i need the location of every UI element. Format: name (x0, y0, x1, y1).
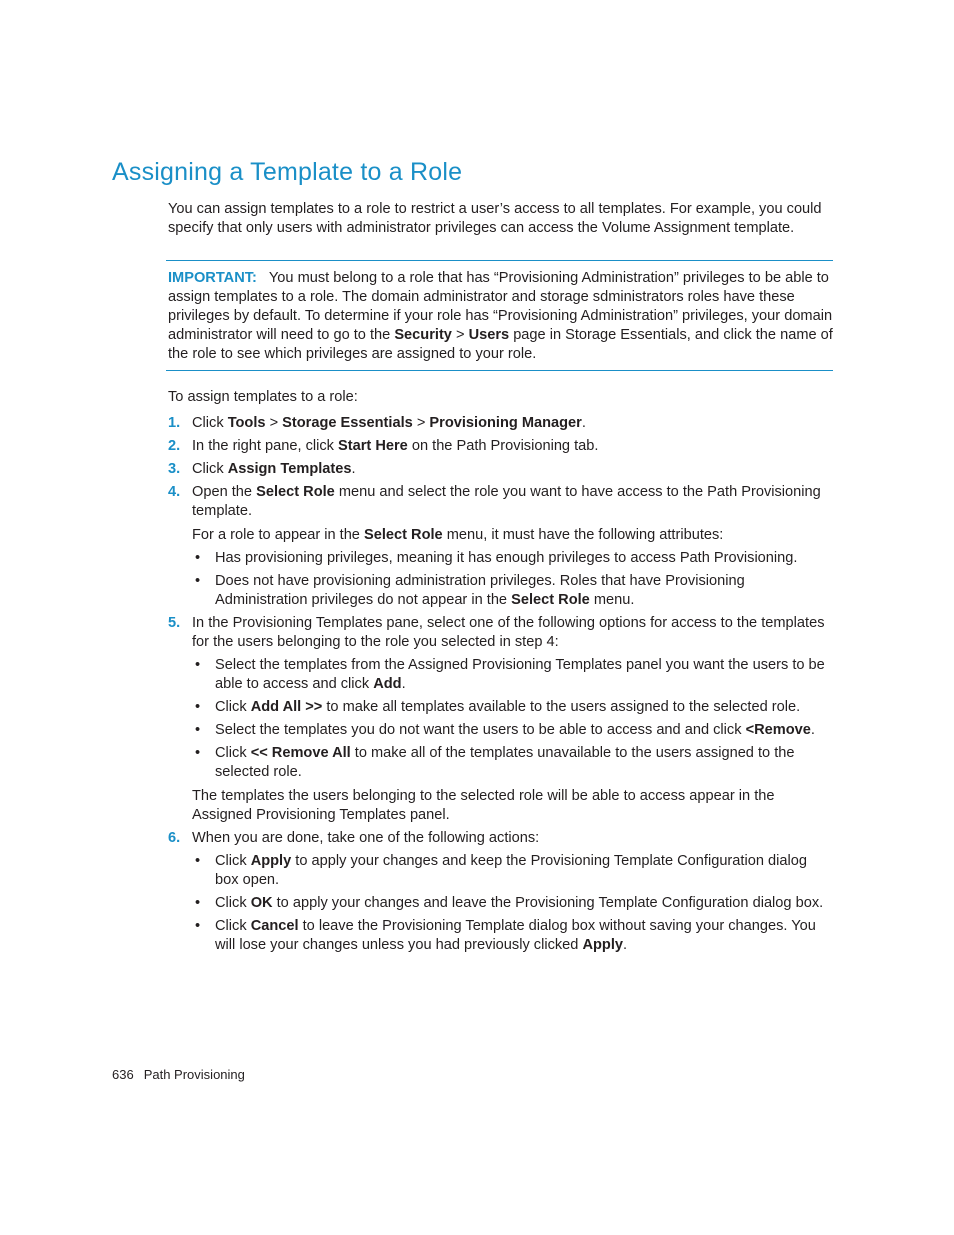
step-note: The templates the users belonging to the selected role will be able to access appear in the Assigned Provisioning Templates panel. (192, 788, 775, 823)
cancel-term: Cancel (250, 918, 299, 934)
bullet-text: . (623, 937, 628, 953)
step-text: menu, it must have the following attributes: (442, 527, 724, 543)
bullet-text: Click (215, 918, 251, 934)
select-role-term: Select Role (511, 592, 590, 608)
bullet-text: to apply your changes and keep the Provisioning Template Configuration dialog box open. (215, 853, 807, 888)
bullet-text: Does not have provisioning administration privileges. Roles that have Provisioning Administration privileges do not appear in the (215, 573, 745, 608)
bullet-text: to make all of the templates unavailable to the users assigned to the selected role. (215, 745, 795, 780)
bullet-icon: • (195, 699, 201, 715)
bullet-icon: • (195, 918, 201, 934)
step-6 (168, 829, 834, 955)
list-item (192, 656, 834, 694)
bullet-icon: • (195, 722, 201, 738)
step-separator: > (265, 415, 283, 431)
tools-menu-term: Tools (227, 415, 266, 431)
step-1 (168, 414, 834, 433)
security-term: Security (394, 327, 452, 343)
step-number: 1. (168, 415, 181, 431)
bullet-text: to apply your changes and leave the Provisioning Template Configuration dialog box. (272, 895, 824, 911)
bullet-text: menu. (589, 592, 635, 608)
select-role-term: Select Role (363, 527, 443, 543)
bullet-text: Select the templates from the Assigned Provisioning Templates panel you want the users to be able to access and click (215, 657, 825, 692)
provisioning-manager-term: Provisioning Manager (429, 415, 582, 431)
list-item (192, 744, 834, 782)
step-text: In the right pane, click (192, 438, 339, 454)
step-text: In the Provisioning Templates pane, select one of the following options for access to the templates for the users belonging to the role you selected in step 4: (192, 615, 825, 650)
bullet-icon: • (195, 745, 201, 761)
step-2 (168, 437, 834, 456)
procedure-lead: To assign templates to a role: (168, 389, 358, 405)
step-3 (168, 460, 834, 479)
note-text-end: page in Storage Essentials, and click the name of the role to see which privileges are assigned to your role. (168, 327, 833, 362)
bullet-text: to leave the Provisioning Template dialog box without saving your changes. You will lose your changes unless you had previously clicked (215, 918, 816, 953)
apply-term: Apply (250, 853, 292, 869)
select-role-term: Select Role (256, 484, 335, 500)
step-number: 3. (168, 461, 181, 477)
step-number: 4. (168, 484, 181, 500)
bullet-icon: • (195, 657, 201, 673)
step-text: Click (192, 461, 228, 477)
step-text: menu and select the role you want to have access to the Path Provisioning template. (192, 484, 821, 519)
page-footer (112, 1067, 245, 1082)
storage-essentials-term: Storage Essentials (282, 415, 413, 431)
step-text: Open the (192, 484, 257, 500)
step-note (192, 526, 834, 545)
step-text: . (581, 415, 586, 431)
step-5 (168, 614, 834, 825)
users-term: Users (468, 327, 510, 343)
step-number: 6. (168, 830, 181, 846)
list-item (192, 698, 834, 717)
bullet-text: Click (215, 745, 251, 761)
remove-term: <Remove (745, 722, 811, 738)
list-item (192, 572, 834, 610)
important-note (166, 260, 833, 371)
bullet-text: Select the templates you do not want the users to be able to access and and click (215, 722, 746, 738)
step-text: Click (192, 415, 228, 431)
step-separator: > (412, 415, 430, 431)
step-text: . (351, 461, 356, 477)
bullet-text: . (401, 676, 406, 692)
note-text: You must belong to a role that has “Provisioning Administration” privileges to be able to assign templates to a role. The domain administrator and storage sdministrators roles have these privileges by default. To determine if your role has “Provisioning Administration” privileges, your domain administrator will need to go to the (168, 270, 833, 343)
add-all-term: Add All >> (250, 699, 323, 715)
list-item (192, 549, 834, 568)
add-term: Add (373, 676, 402, 692)
list-item (192, 721, 834, 740)
bullet-text: Click (215, 699, 251, 715)
bullet-icon: • (195, 853, 201, 869)
step-text: When you are done, take one of the following actions: (192, 830, 540, 846)
assign-templates-term: Assign Templates (227, 461, 352, 477)
bullet-text: to make all templates available to the users assigned to the selected role. (322, 699, 801, 715)
note-separator: > (451, 327, 469, 343)
page-title: Assigning a Template to a Role (112, 158, 463, 186)
page-number: 636 (112, 1067, 134, 1082)
bullet-text: . (810, 722, 815, 738)
bullet-text: Click (215, 895, 251, 911)
apply-term: Apply (582, 937, 624, 953)
step-4 (168, 483, 834, 610)
step-number: 5. (168, 615, 181, 631)
bullet-text: Has provisioning privileges, meaning it has enough privileges to access Path Provisioning. (215, 550, 798, 566)
list-item (192, 894, 834, 913)
list-item (192, 852, 834, 890)
remove-all-term: << Remove All (250, 745, 351, 761)
bullet-text: Click (215, 853, 251, 869)
start-here-term: Start Here (338, 438, 408, 454)
steps-list (168, 414, 834, 959)
step-text: on the Path Provisioning tab. (407, 438, 599, 454)
step-number: 2. (168, 438, 181, 454)
important-label: IMPORTANT: (168, 270, 257, 286)
bullet-icon: • (195, 895, 201, 911)
ok-term: OK (250, 895, 273, 911)
intro-paragraph: You can assign templates to a role to restrict a user’s access to all templates. For example, you could specify that only users with administrator privileges can access the Volume Assignment template. (168, 201, 822, 236)
footer-section: Path Provisioning (143, 1067, 245, 1082)
list-item (192, 917, 834, 955)
bullet-icon: • (195, 550, 201, 566)
bullet-icon: • (195, 573, 201, 589)
step-text: For a role to appear in the (192, 527, 364, 543)
